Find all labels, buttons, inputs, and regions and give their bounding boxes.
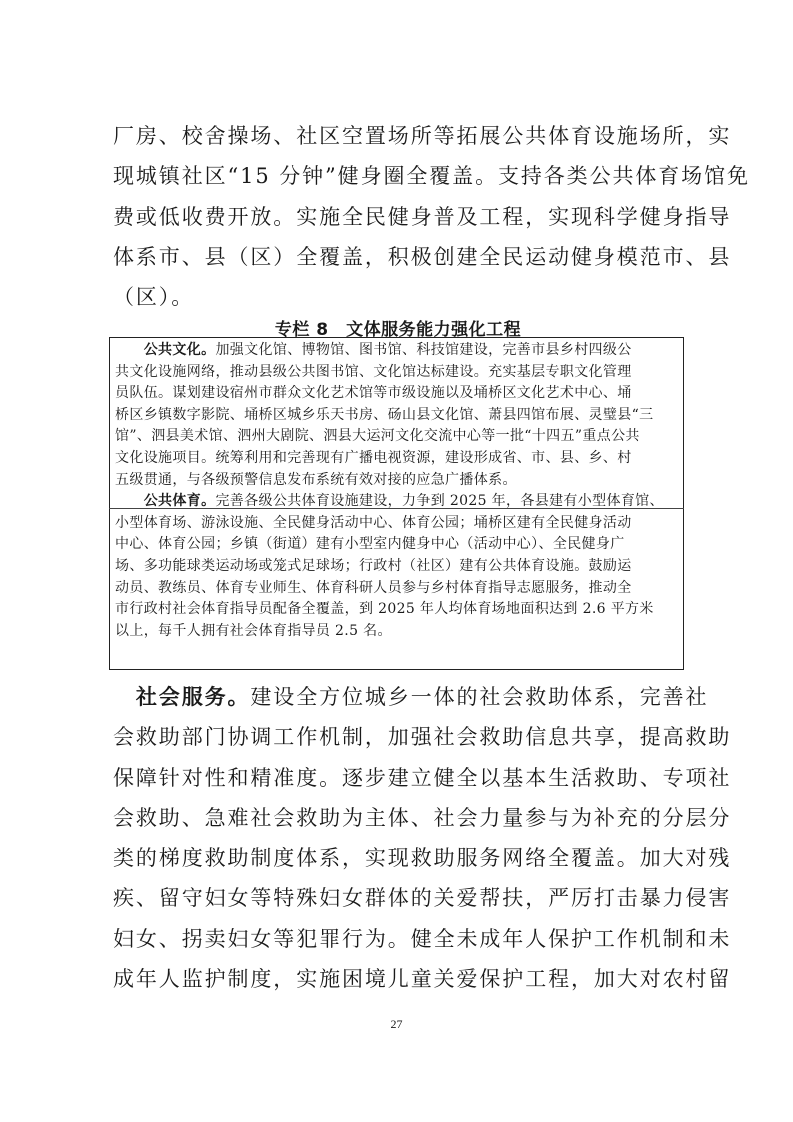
- text-line: 疾、留守妇女等特殊妇女群体的关爱帮扶，严厉打击暴力侵害: [113, 886, 732, 911]
- public-sports-heading: 公共体育。: [143, 493, 216, 510]
- text-line: 市行政村社会体育指导员配备全覆盖，到 2025 年人均体育场地面积达到 2.6 平方米: [115, 601, 654, 618]
- text-line: 保障针对性和精准度。逐步建立健全以基本生活救助、专项社: [113, 765, 732, 790]
- text-line: 场、多功能球类运动场或笼式足球场；行政村（社区）建有公共体育设施。鼓励运: [115, 557, 632, 574]
- text-line: 会救助部门协调工作机制，加强社会救助信息共享，提高救助: [113, 725, 732, 750]
- text-line: 小型体育场、游泳设施、全民健身活动中心、体育公园；埇桥区建有全民健身活动: [115, 514, 632, 531]
- page-number: 27: [390, 1017, 403, 1031]
- text-line: 中心、体育公园；乡镇（街道）建有小型室内健身中心（活动中心）、全民健身广: [115, 536, 625, 553]
- text-line: 桥区乡镇数字影院、埇桥区城乡乐天书房、砀山县文化馆、萧县四馆布展、灵璧县“三: [115, 406, 654, 423]
- column-box-content: [115, 340, 680, 642]
- text-line: 会救助、急难社会救助为主体、社会力量参与为补充的分层分: [113, 805, 732, 830]
- paragraph-social-services: [113, 677, 732, 999]
- text-line: 类的梯度救助制度体系，实现救助服务网络全覆盖。加大对残: [113, 846, 732, 871]
- text-line: 体系市、县（区）全覆盖，积极创建全民运动健身模范市、县: [113, 244, 732, 269]
- text-line: 文化设施项目。统筹利用和完善现有广播电视资源，建设形成省、市、县、乡、村: [115, 449, 632, 466]
- text-line: 动员、教练员、体育专业师生、体育科研人员参与乡村体育指导志愿服务，推动全: [115, 579, 632, 596]
- public-culture-heading: 公共文化。: [143, 342, 216, 358]
- text-line: 共文化设施网络，推动县级公共图书馆、文化馆达标建设。充实基层专职文化管理: [115, 363, 632, 380]
- text-line: 厂房、校舍操场、社区空置场所等拓展公共体育设施场所，实: [113, 124, 732, 148]
- text-line: 现城镇社区“15 分钟”健身圈全覆盖。支持各类公共体育场馆免: [113, 164, 750, 189]
- public-sports-section: [115, 491, 680, 642]
- column-box-title: 专栏 8 文体服务能力强化工程: [274, 320, 522, 340]
- public-culture-text: 加强文化馆、博物馆、图书馆、科技馆建设，完善市县乡村四级公: [215, 342, 632, 358]
- public-sports-text: 完善各级公共体育设施建设，力争到 2025 年，各县建有小型体育馆、: [215, 493, 664, 510]
- paragraph-fitness-facilities: [113, 116, 750, 317]
- text-line: 成年人监护制度，实施困境儿童关爱保护工程，加大对农村留: [113, 967, 732, 992]
- text-line: 妇女、拐卖妇女等犯罪行为。健全未成年人保护工作机制和未: [113, 926, 732, 951]
- text-line: [115, 340, 680, 362]
- text-line: [115, 491, 680, 513]
- text-line: 馆”、泗县美术馆、泗州大剧院、泗县大运河文化交流中心等一批“十四五”重点公共: [115, 428, 640, 445]
- text-line: [113, 677, 709, 717]
- text-line: 费或低收费开放。实施全民健身普及工程，实现科学健身指导: [113, 204, 732, 229]
- text-line: 员队伍。谋划建设宿州市群众文化艺术馆等市级设施以及埇桥区文化艺术中心、埇: [115, 385, 632, 402]
- public-culture-section: [115, 340, 680, 491]
- text-line: （区）。: [113, 285, 195, 310]
- social-services-heading: 社会服务。: [135, 685, 251, 709]
- social-services-text: 建设全方位城乡一体的社会救助体系，完善社: [250, 685, 709, 709]
- text-line: 五级贯通，与各级预警信息发布系统有效对接的应急广播体系。: [115, 471, 517, 488]
- text-line: 以上，每千人拥有社会体育指导员 2.5 名。: [115, 622, 392, 639]
